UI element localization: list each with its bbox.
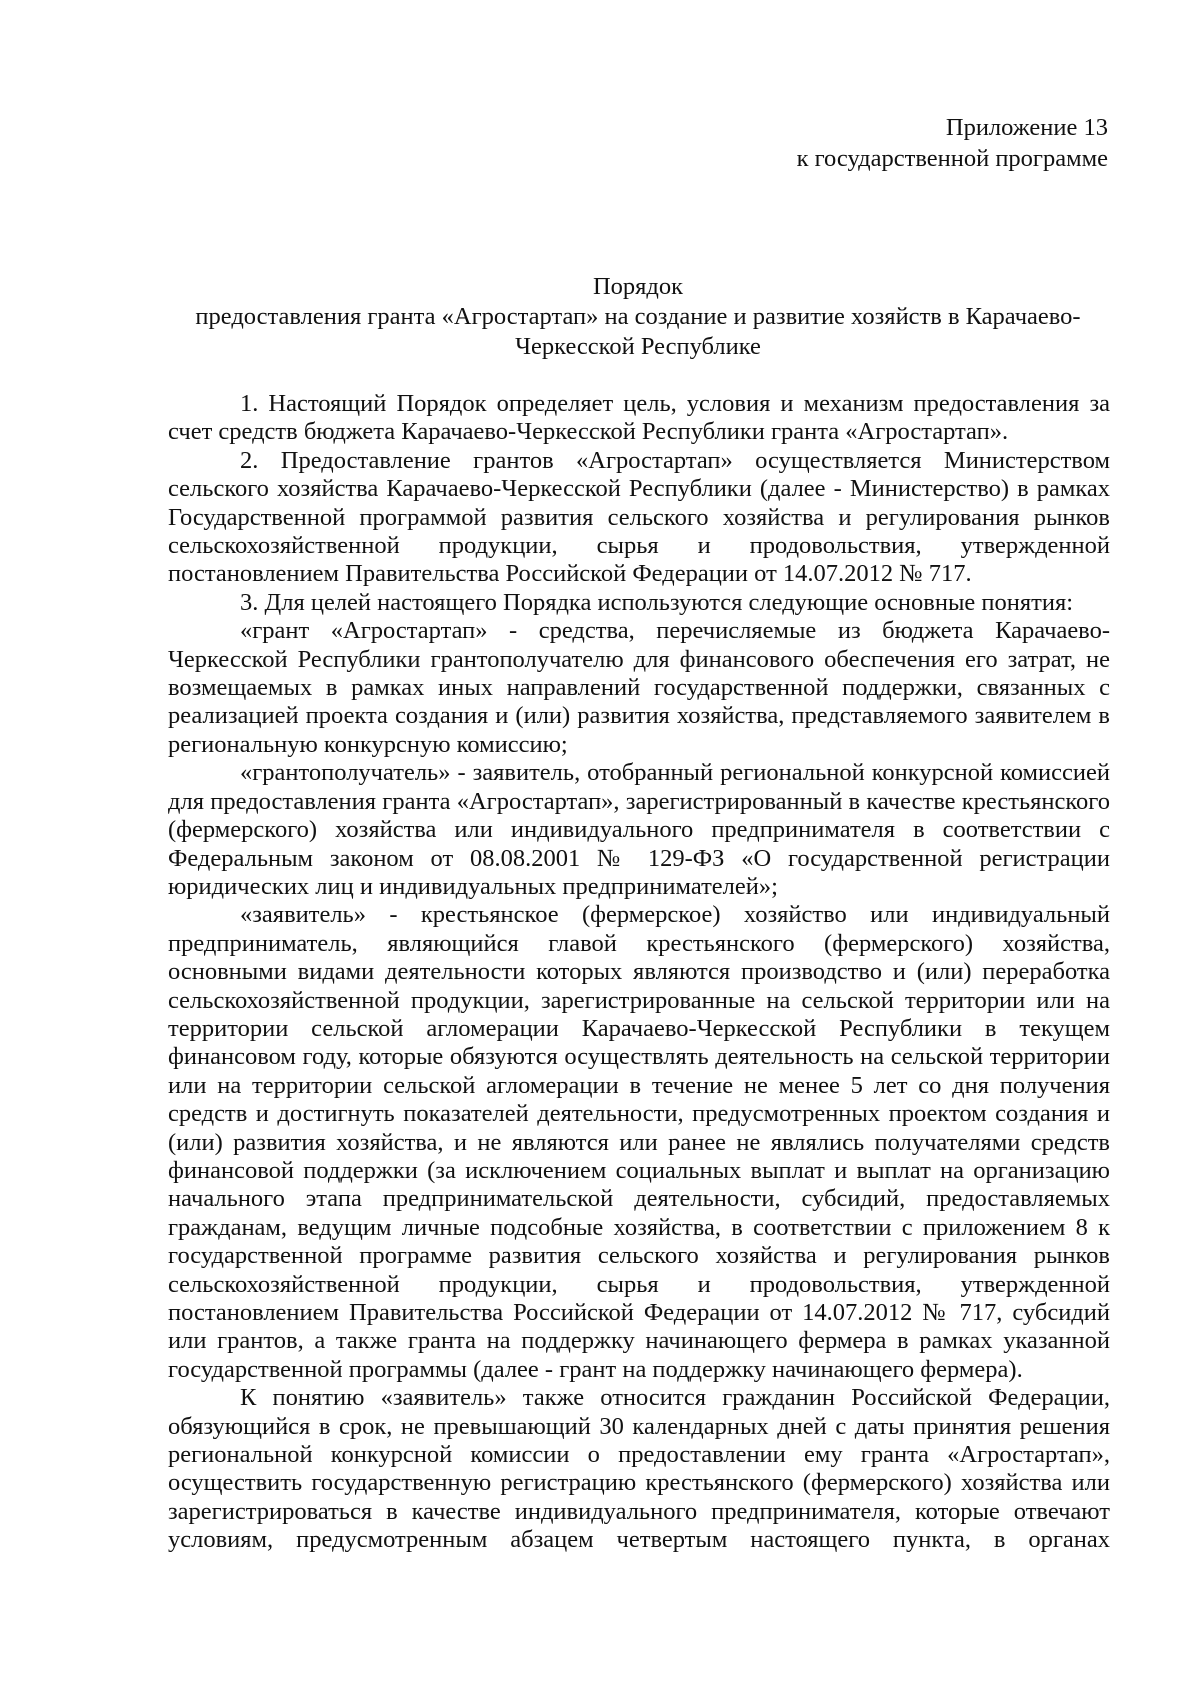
appendix-reference: к государственной программе [796,145,1108,172]
paragraph-3: 3. Для целей настоящего Порядка используются следующие основные понятия: [240,588,1074,616]
paragraph-applicant-citizen: К понятию «заявитель» также относится гражданин Российской Федерации, обязующийся в срок, не превышающий 30 календарных дней с даты принятия решения региональной конкурсной комиссии о предоставлении ему гранта «Агростартап», осуществить государственную регистрацию крестьянского (фермерского) хозяйства или зарегистрироваться в качестве индивидуального предпринимателя, которые отвечают условиям, предусмотренным абзацем четвертым настоящего пункта, в органах [168,1384,1110,1554]
definition-applicant: «заявитель» - крестьянское (фермерское) хозяйство или индивидуальный предприниматель, являющийся главой крестьянского (фермерского) хозяйства, основными видами деятельности которых являются производство и (или) переработка сельскохозяйственной продукции, зарегистрированные на сельской территории или на территории сельской агломерации Карачаево-Черкесской Республики в текущем финансовом году, которые обязуются осуществлять деятельность на сельской территории или на территории сельской агломерации в течение не менее 5 лет со дня получения средств и достигнуть показателей деятельности, предусмотренных проектом создания и (или) развития хозяйства, и не являются или ранее не являлись получателями средств финансовой поддержки (за исключением социальных выплат и выплат на организацию начального этапа предпринимательской деятельности, субсидий, предоставляемых гражданам, ведущим личные подсобные хозяйства, в соответствии с приложением 8 к государственной программе развития сельского хозяйства и регулирования рынков сельскохозяйственной продукции, сырья и продовольствия, утвержденной постановлением Правительства Российской Федерации от 14.07.2012 № 717, субсидий или грантов, а также гранта на поддержку начинающего фермера в рамках указанной государственной программы (далее - грант на поддержку начинающего фермера). [168,901,1110,1383]
title-heading: Порядок [592,273,684,300]
appendix-header [797,112,1108,174]
paragraph-2: 2. Предоставление грантов «Агростартап» осуществляется Министерством сельского хозяйства Карачаево-Черкесской Республики (далее - Министерство) в рамках Государственной программой развития сельского хозяйства и регулирования рынков сельскохозяйственной продукции, сырья и продовольствия, утвержденной постановлением Правительства Российской Федерации от 14.07.2012 № 717. [168,446,1110,588]
title-line-3: Черкесской Республике [515,333,761,360]
document-body [168,390,1110,1555]
paragraph-1: 1. Настоящий Порядок определяет цель, условия и механизм предоставления за счет средств бюджета Карачаево-Черкесской Республики гранта «Агростартап». [168,390,1110,446]
title-line-2: предоставления гранта «Агростартап» на создание и развитие хозяйств в Карачаево- [195,303,1081,330]
definition-grant: «грант «Агростартап» - средства, перечисляемые из бюджета Карачаево-Черкесской Республики грантополучателю для финансового обеспечения его затрат, не возмещаемых в рамках иных направлений государственной поддержки, связанных с реализацией проекта создания и (или) развития хозяйства, представляемого заявителем в региональную конкурсную комиссию; [168,617,1110,758]
appendix-number: Приложение 13 [945,114,1108,141]
document-title [168,272,1108,362]
definition-grantee: «грантополучатель» - заявитель, отобранный региональной конкурсной комиссией для предоставления гранта «Агростартап», зарегистрированный в качестве крестьянского (фермерского) хозяйства или индивидуального предпринимателя в соответствии с Федеральным законом от 08.08.2001 № 129-ФЗ «О государственной регистрации юридических лиц и индивидуальных предпринимателей»; [168,759,1110,900]
